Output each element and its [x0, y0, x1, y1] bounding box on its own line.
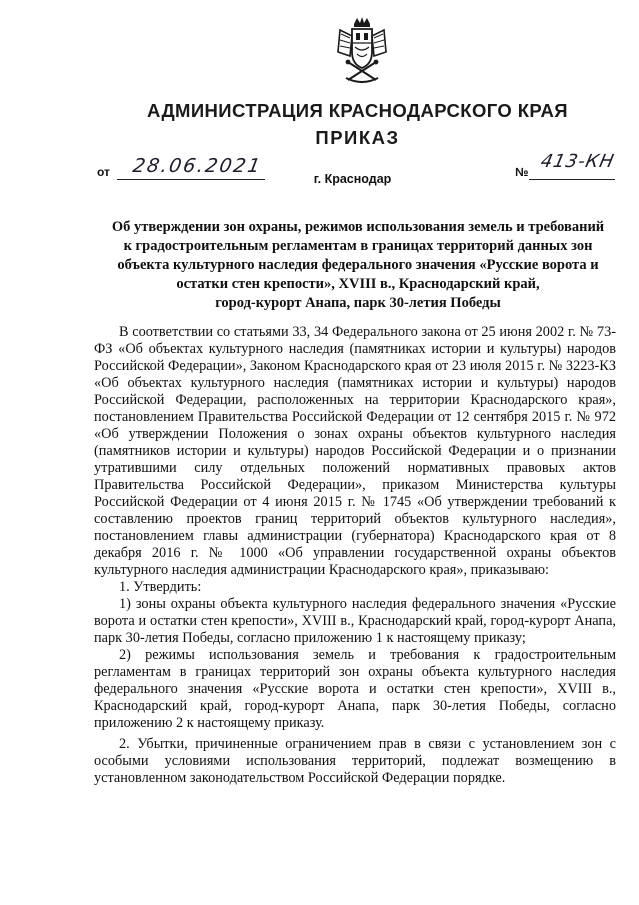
- clause-1-subitem-2: 2) режимы использования земель и требования к градостроительным регламентам в границах территорий зон охраны объекта культурного наследия федерального значения «Русские ворота и остатки стен крепости», XVIII в., Краснодарский край, город-курорт Анапа, парк 30-летия Победы, согласно приложению 2 к настоящему приказу.: [94, 647, 616, 731]
- date-prefix-label: от: [97, 165, 110, 179]
- title-line: город-курорт Анапа, парк 30-летия Победы: [215, 295, 501, 311]
- preamble-paragraph: В соответствии со статьями 33, 34 Федерального закона от 25 июня 2002 г. № 73-ФЗ «Об объектах культурного наследия (памятниках истории и культуры) народов Российской Федерации», Законом Краснодарского края от 23 июля 2015 г. № 3223-КЗ «Об объектах культурного наследия (памятниках истории и культуры) народов Российской Федерации, расположенных на территории Краснодарского края», постановлением Правительства Российской Федерации от 12 сентября 2015 г. № 972 «Об утверждении Положения о зонах охраны объектов культурного наследия (памятников истории и культуры) народов Российской Федерации и о признании утратившими силу отдельных положений нормативных правовых актов Правительства Российской Федерации», приказом Министерства культуры Российской Федерации от 4 июня 2015 г. № 1745 «Об утверждении требований к составлению проектов границ территорий объектов культурного наследия», постановлением главы администрации (губернатора) Краснодарского края от 8 декабря 2016 г. № 1000 «Об управлении государственной охраны объектов культурного наследия администрации Краснодарского края», приказываю:: [94, 324, 616, 578]
- document-type-heading: ПРИКАЗ: [315, 127, 400, 148]
- document-body: [94, 324, 616, 787]
- clause-2: 2. Убытки, причиненные ограничением прав в связи с установлением зон с особыми условиями использования территорий, подлежат возмещению в установленном законодательством Российской Федерации порядке.: [94, 736, 616, 786]
- coat-of-arms-icon: [336, 16, 388, 86]
- title-line: к градостроительным регламентам в границах территорий данных зон: [123, 238, 593, 254]
- clause-1: 1. Утвердить:: [119, 579, 202, 595]
- title-line: Об утверждении зон охраны, режимов использования земель и требований: [111, 219, 605, 235]
- handwritten-date: 28.06.2021: [131, 155, 264, 177]
- clause-1-subitem-1: 1) зоны охраны объекта культурного наследия федерального значения «Русские ворота и остатки стен крепости», XVIII в., Краснодарский край, город-курорт Анапа, парк 30-летия Победы, согласно приложению 1 к настоящему приказу;: [94, 596, 616, 646]
- document-title: [94, 218, 622, 313]
- organization-name: АДМИНИСТРАЦИЯ КРАСНОДАРСКОГО КРАЯ: [147, 100, 568, 121]
- title-line: объекта культурного наследия федерального значения «Русские ворота и: [117, 257, 599, 273]
- krasnodar-coat-of-arms-emblem: [336, 16, 388, 86]
- title-line: остатки стен крепости», XVIII в., Краснодарский край,: [176, 276, 540, 292]
- handwritten-number: 413-КН: [538, 151, 617, 172]
- city-label: г. Краснодар: [313, 172, 392, 186]
- number-sign-label: №: [515, 165, 529, 179]
